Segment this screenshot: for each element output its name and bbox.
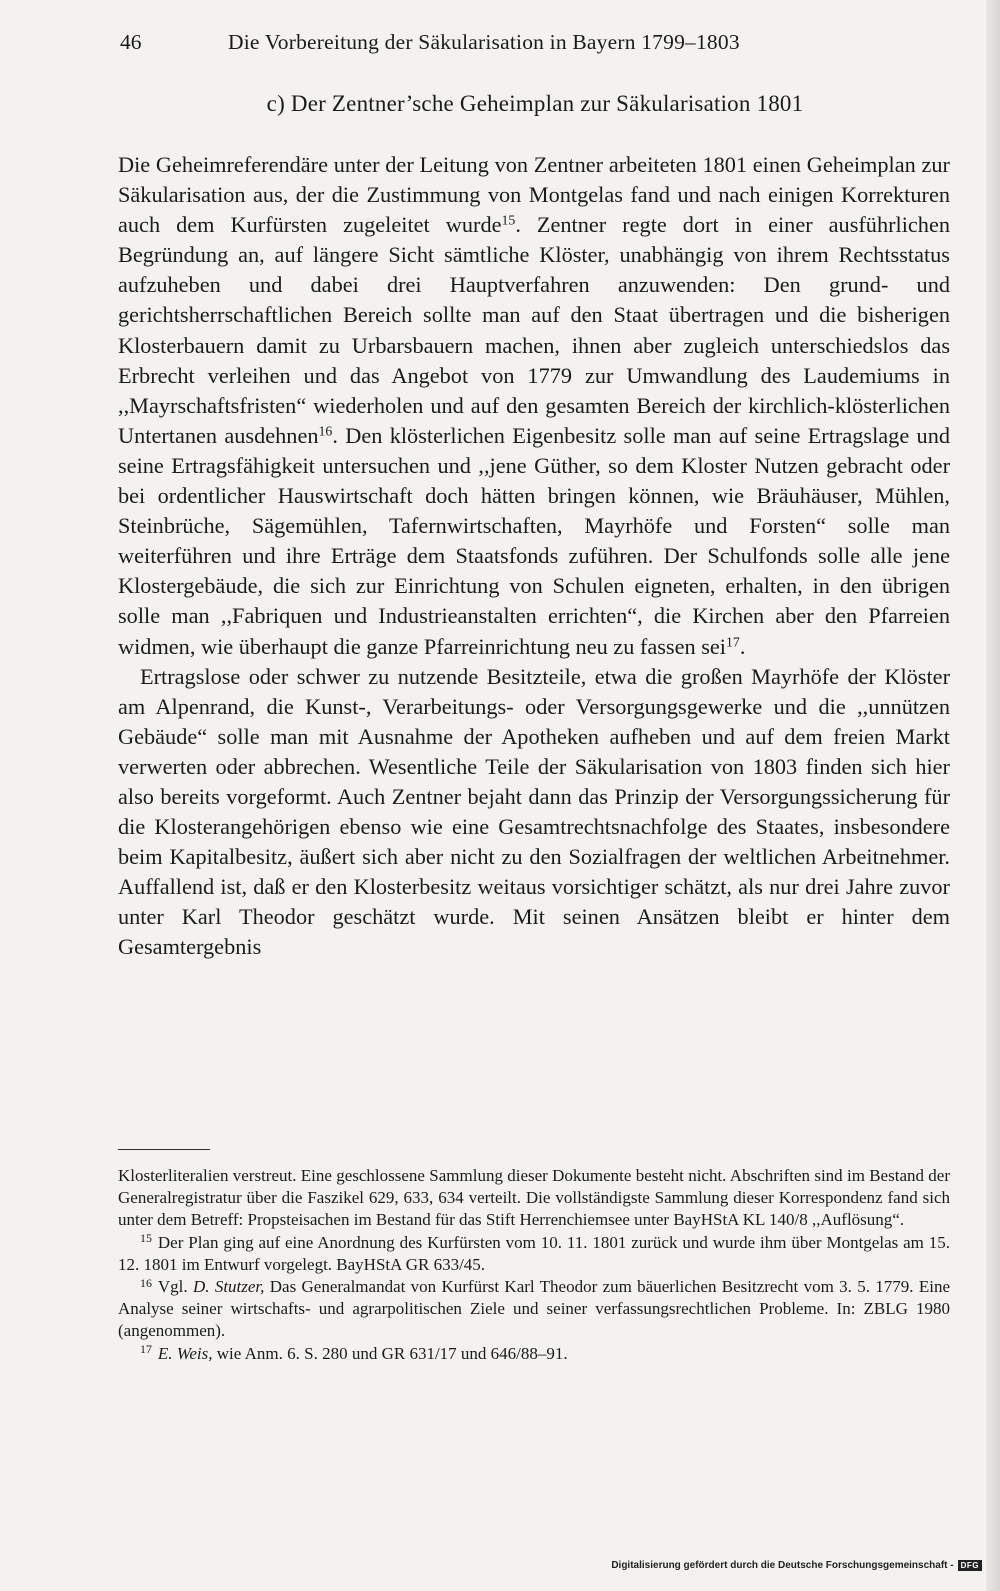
digitization-credit-text: Digitalisierung gefördert durch die Deutsche Forschungsgemeinschaft - xyxy=(611,1560,954,1571)
paragraph-1: Die Geheimreferendäre unter der Leitung von Zentner arbeiteten 1801 einen Geheimplan zur Säkularisation aus, der die Zustimmung von Montgelas fand und nach einigen Korrekturen auch dem Kurfürsten zugeleitet wurde$^{15}$. Zentner regte dort in einer ausführlichen Begründung an, auf längere Sicht sämtliche Klöster, unabhängig von ihrem Rechtsstatus aufzuheben und dabei drei Hauptverfahren anzuwenden: Den grund- und gerichtsherrschaftlichen Bereich sollte man auf den Staat übertragen und die bisherigen Klosterbauern damit zu Urbarsbauern machen, ihnen aber zugleich unterschiedslos das Erbrecht verleihen und das Angebot von 1779 zur Umwandlung des Laudemiums in ,,Mayrschaftsfristen“ wiederholen und auf den gesamten Bereich der kirchlich-klösterlichen Untertanen ausdehnen$^{16}$. Den klösterlichen Eigenbesitz solle man auf seine Ertragslage und seine Ertragsfähigkeit untersuchen und ,,jene Güther, so dem Kloster Nutzen gebracht oder bei ordentlicher Hauswirtschaft doch hätten bringen können, wie Bräuhäuser, Mühlen, Steinbrüche, Sägemühlen, Tafernwirtschaften, Mayrhöfe und Forsten“ solle man weiterführen und ihre Erträge dem Staatsfonds zuführen. Der Schulfonds solle alle jene Klostergebäude, die sich zur Einrichtung von Schulen eigneten, erhalten, in den übrigen solle man ,,Fabriquen und Industrieanstalten errichten“, die Kirchen aber den Pfarreien widmen, wie überhaupt die ganze Pfarreinrichtung neu zu fassen sei$^{17}$. xyxy=(118,152,950,659)
footnote-number: 17 xyxy=(140,1342,152,1357)
dfg-logo-icon: DFG xyxy=(958,1560,982,1571)
page-header xyxy=(120,30,950,62)
footnotes xyxy=(118,1165,950,1365)
body-text xyxy=(118,150,950,963)
paragraph-2: Ertragslose oder schwer zu nutzende Besitzteile, etwa die großen Mayrhöfe der Klöster am Alpenrand, die Kunst-, Verarbeitungs- oder Versorgungsgewerke und die ,,unnützen Gebäude“ solle man mit Ausnahme der Apotheken aufheben und auf dem freien Markt verwerten oder abbrechen. Wesentliche Teile der Säkularisation von 1803 finden sich hier also bereits vorgeformt. Auch Zentner bejaht dann das Prinzip der Versorgungssicherung für die Klosterangehörigen ebenso wie eine Gesamtrechtsnachfolge des Staates, insbesondere beim Kapitalbesitz, äußert sich aber nicht zu den Sozialfragen der weltlichen Arbeitnehmer. Auffallend ist, daß er den Klosterbesitz weitaus vorsichtiger schätzt, als nur drei Jahre zuvor unter Karl Theodor geschätzt wurde. Mit seinen Ansätzen bleibt er hinter dem Gesamtergebnis xyxy=(118,663,950,960)
footnote-15: $^{15}$ Der Plan ging auf eine Anordnung des Kurfürsten vom 10. 11. 1801 zurück und wurde ihm über Montgelas am 15. 12. 1801 im Entwurf vorgelegt. BayHStA GR 633/45. xyxy=(118,1231,950,1274)
footnote-16: $^{16}$ Vgl. D. Stutzer, Das Generalmandat von Kurfürst Karl Theodor zum bäuerlichen Besitzrecht vom 3. 5. 1779. Eine Analyse seiner wirtschafts- und agrarpolitischen Ziele und seiner verfassungsrechtlichen Probleme. In: ZBLG 1980 (angenommen). xyxy=(118,1275,951,1341)
footnote-ref-15[interactable]: 15 xyxy=(501,212,516,228)
digitization-credit xyxy=(611,1560,982,1571)
footnote-17: $^{17}$ E. Weis, wie Anm. 6. S. 280 und GR 631/17 und 646/88–91. xyxy=(140,1342,568,1363)
footnote-number: 16 xyxy=(140,1275,152,1290)
footnote-ref-17[interactable]: 17 xyxy=(726,633,740,649)
footnote-divider xyxy=(118,1149,210,1150)
footnote-ref-16[interactable]: 16 xyxy=(318,423,333,439)
footnote-author: E. Weis, xyxy=(157,1343,213,1363)
scan-page-edge xyxy=(986,0,1000,1591)
footnote-number: 15 xyxy=(140,1231,152,1246)
running-head: Die Vorbereitung der Säkularisation in Bayern 1799–1803 xyxy=(228,30,740,54)
section-heading: c) Der Zentner’sche Geheimplan zur Säkularisation 1801 xyxy=(266,91,804,116)
footnote-continued: Klosterliteralien verstreut. Eine geschlossene Sammlung dieser Dokumente besteht nicht. Abschriften sind im Bestand der Generalregistratur über die Faszikel 629, 633, 634 verteilt. Die vollständigste Sammlung dieser Korrespondenz fand sich unter dem Betreff: Propsteisachen im Bestand für das Stift Herrenchiemsee unter BayHStA KL 140/8 ,,Auflösung“. xyxy=(118,1166,950,1230)
footnote-author: D. Stutzer, xyxy=(192,1277,265,1297)
page-number: 46 xyxy=(120,30,142,54)
